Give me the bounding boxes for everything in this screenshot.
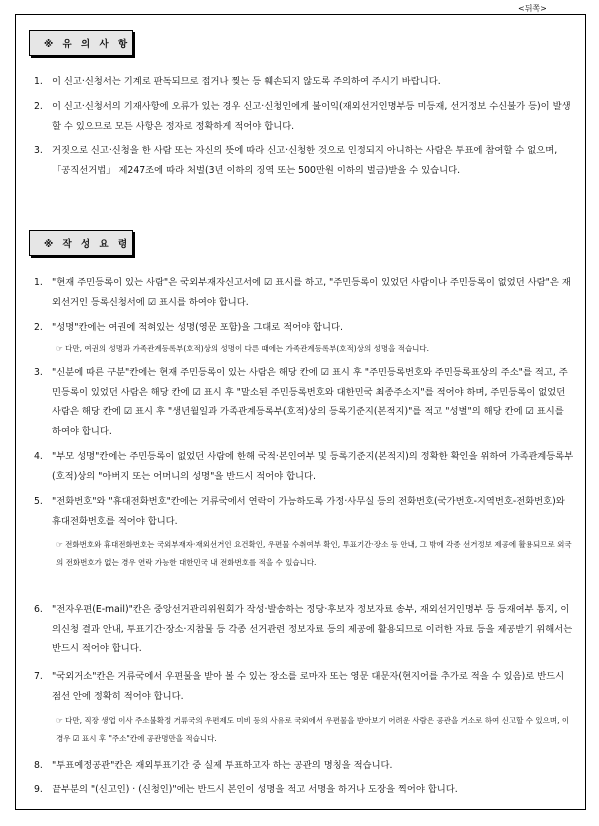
instructions-note-5: ☞ 전화번호와 휴대전화번호는 국외부재자·재외선거인 요건확인, 우편물 수취여부 확인, 투표기간·장소 등 안내, 그 밖에 각종 선거정보 제공에 활용되므로 외국의 전화번호가 없는 경우 연락 가능한 대한민국 내 전화번호를 적을 수 있습니다. [56, 540, 572, 567]
item-text: 거짓으로 신고·신청을 한 사람 또는 자신의 뜻에 따라 신고·신청한 것으로 인정되지 아니하는 사람은 투표에 참여할 수 없으며, 「공직선거법」 제247조에 따라 처벌(3년 이하의 징역 또는 500만원 이하의 벌금)받을 수 있습니다. [52, 145, 558, 176]
item-number: 8. [34, 760, 43, 771]
item-number: 9. [34, 784, 43, 795]
item-text: "투표예정공관"칸은 재외투표기간 중 실제 투표하고자 하는 공관의 명칭을 적습니다. [52, 760, 393, 771]
item-text: 끝부분의 "(신고인) · (신청인)"에는 반드시 본인이 성명을 적고 서명을 하거나 도장을 찍어야 합니다. [52, 784, 458, 795]
item-text: "국외거소"칸은 거류국에서 우편물을 받아 볼 수 있는 장소를 로마자 또는 영문 대문자(현지어를 추가로 적을 수 있음)로 반드시 점선 안에 정확히 적어야 합니다. [52, 671, 565, 702]
item-text: "전자우편(E-mail)"칸은 중앙선거관리위원회가 작성·발송하는 정당·후보자 정보자료 송부, 재외선거인명부 등 등재여부 통지, 이의신청 결과 안내, 투표기간·장소·지참물 등 각종 선거관련 정보자료 등의 제공에 활용되므로 이러한 자료 등을 제공받기 위해서는 반드시 적어야 합니다. [52, 604, 573, 654]
item-number: 4. [34, 451, 43, 462]
page-label: <뒤쪽> [518, 4, 547, 13]
item-text: 이 신고·신청서의 기재사항에 오류가 있는 경우 신고·신청인에게 불이익(재외선거인명부등 미등재, 선거정보 수신불가 등)이 발생할 수 있으므로 모든 사항은 정자로 정확하게 적어야 합니다. [52, 101, 571, 132]
item-number: 3. [34, 367, 43, 378]
instructions-item-2 [34, 318, 574, 338]
notes-item-1 [34, 72, 574, 92]
item-number: 3. [34, 145, 43, 156]
item-text: "부모 성명"칸에는 주민등록이 없었던 사람에 한해 국적·본인여부 및 등록기준지(본적지)의 정확한 확인을 위하여 가족관계등록부(호적)상의 "아버지 또는 어머니의 성명"을 반드시 적어야 합니다. [52, 451, 574, 482]
item-number: 2. [34, 101, 43, 112]
instructions-item-3 [34, 363, 574, 441]
item-number: 5. [34, 496, 43, 507]
instructions-heading: ※ 작 성 요 령 [29, 230, 133, 256]
item-number: 7. [34, 671, 43, 682]
item-number: 2. [34, 322, 43, 333]
notes-item-3 [34, 141, 574, 180]
item-text: "전화번호"와 "휴대전화번호"칸에는 거류국에서 연락이 가능하도록 가정·사무실 등의 전화번호(국가번호-지역번호-전화번호)와 휴대전화번호를 적어야 합니다. [52, 496, 565, 527]
item-number: 1. [34, 277, 43, 288]
item-text: "현재 주민등록이 있는 사람"은 국외부재자신고서에 ☑ 표시를 하고, "주민등록이 있었던 사람이나 주민등록이 없었던 사람"은 재외선거인 등록신청서에 ☑ 표시를 하여야 합니다. [52, 277, 571, 308]
notes-heading: ※ 유 의 사 항 [29, 30, 133, 56]
item-text: 이 신고·신청서는 기계로 판독되므로 접거나 찢는 등 훼손되지 않도록 주의하여 주시기 바랍니다. [52, 76, 441, 87]
instructions-item-7 [34, 667, 574, 706]
notes-item-2 [34, 97, 574, 136]
instructions-item-4 [34, 447, 574, 486]
item-number: 1. [34, 76, 43, 87]
instructions-note-2: ☞ 다만, 여권의 성명과 가족관계등록부(호적)상의 성명이 다른 때에는 가족관계등록부(호적)상의 성명을 적습니다. [56, 344, 430, 353]
instructions-item-6 [34, 600, 574, 659]
instructions-note-7: ☞ 다만, 직장 생업 이사 주소불확정 거류국의 우편제도 미비 등의 사유로 국외에서 우편물을 받아보기 어려운 사람은 공관을 거소로 하여 신고할 수 있으며, 이 경우 ☑ 표시 후 "주소"칸에 공관명만을 적습니다. [56, 716, 570, 743]
document-frame [15, 14, 586, 810]
item-text: "신분에 따른 구분"칸에는 현재 주민등록이 있는 사람은 해당 칸에 ☑ 표시 후 "주민등록번호와 주민등록표상의 주소"를 적고, 주민등록이 있었던 사람은 해당 칸에 ☑ 표시 후 "말소된 주민등록번호와 대한민국 최종주소지"를 적어야 하며, 주민등록이 없었던 사람은 해당 칸에 ☑ 표시 후 "생년월일과 가족관계등록부(호적)상의 등록기준지(본적지)"를 적고 "성별"의 해당 칸에 ☑ 표시를 하여야 합니다. [52, 367, 568, 437]
item-number: 6. [34, 604, 43, 615]
instructions-item-1 [34, 273, 574, 312]
item-text: "성명"칸에는 여권에 적혀있는 성명(영문 포함)을 그대로 적어야 합니다. [52, 322, 343, 333]
instructions-item-8 [34, 756, 574, 776]
instructions-item-9 [34, 780, 574, 800]
instructions-item-5 [34, 492, 574, 531]
